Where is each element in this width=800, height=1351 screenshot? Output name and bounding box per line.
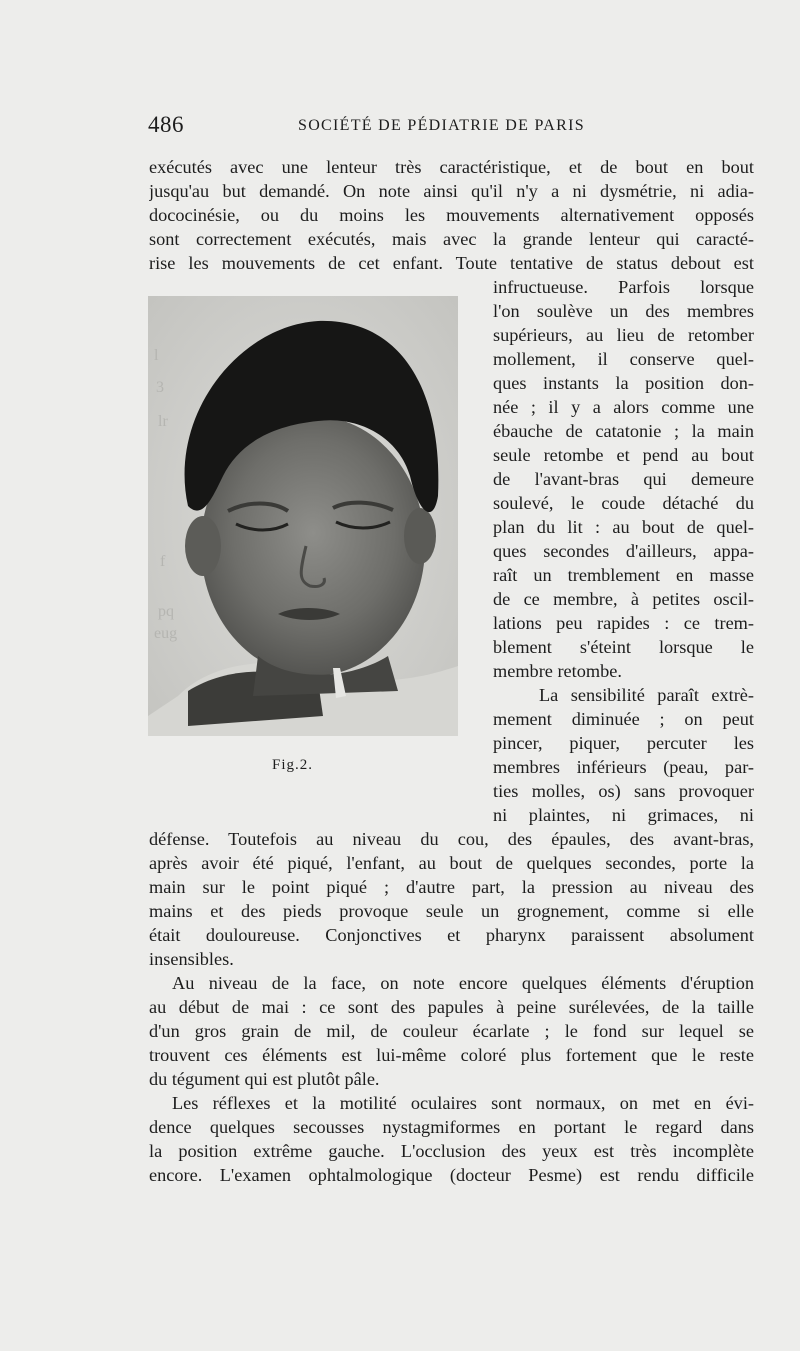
body-line: main sur le point piqué ; d'autre part, la pression au niveau des <box>149 877 754 897</box>
body-line: l'on soulève un des membres <box>493 301 754 321</box>
body-line: Au niveau de la face, on note encore quelques éléments d'éruption <box>172 973 754 993</box>
body-line: ties molles, os) sans provoquer <box>493 781 754 801</box>
svg-text:f: f <box>160 553 166 570</box>
body-line: blement s'éteint lorsque le <box>493 637 754 657</box>
svg-text:eug: eug <box>154 625 178 642</box>
body-line: dence quelques secousses nystagmiformes en portant le regard dans <box>149 1117 754 1137</box>
svg-text:3: 3 <box>156 379 164 396</box>
running-title: SOCIÉTÉ DE PÉDIATRIE DE PARIS <box>298 117 585 134</box>
body-line: infructueuse. Parfois lorsque <box>493 277 754 297</box>
body-line: membres inférieurs (peau, par- <box>493 757 754 777</box>
body-line: soulevé, le coude détaché du <box>493 493 754 513</box>
body-line: dococinésie, ou du moins les mouvements alternativement opposés <box>149 205 754 225</box>
body-line: insensibles. <box>149 949 234 969</box>
body-line: de l'avant-bras qui demeure <box>493 469 754 489</box>
body-line: Les réflexes et la motilité oculaires sont normaux, on met en évi- <box>172 1093 754 1113</box>
body-line: mollement, il conserve quel- <box>493 349 754 369</box>
body-line: de ce membre, à petites oscil- <box>493 589 754 609</box>
body-line: supérieurs, au lieu de retomber <box>493 325 754 345</box>
body-line: d'un gros grain de mil, de couleur écarlate ; le fond sur lequel se <box>149 1021 754 1041</box>
body-line: du tégument qui est plutôt pâle. <box>149 1069 380 1089</box>
body-line: plan du lit : au bout de quel- <box>493 517 754 537</box>
body-line: au début de mai : ce sont des papules à peine surélevées, de la taille <box>149 997 754 1017</box>
body-line: après avoir été piqué, l'enfant, au bout de quelques secondes, porte la <box>149 853 754 873</box>
body-line: la position extrême gauche. L'occlusion des yeux est très incomplète <box>149 1141 754 1161</box>
page-header <box>148 112 760 142</box>
body-line: mains et des pieds provoque seule un grognement, comme si elle <box>149 901 754 921</box>
body-line: seule retombe et pend au bout <box>493 445 754 465</box>
body-line: raît un tremblement en masse <box>493 565 754 585</box>
body-line: jusqu'au but demandé. On note ainsi qu'il n'y a ni dysmétrie, ni adia- <box>149 181 754 201</box>
body-line: ni plaintes, ni grimaces, ni <box>493 805 754 825</box>
body-line: défense. Toutefois au niveau du cou, des épaules, des avant-bras, <box>149 829 754 849</box>
body-line: exécutés avec une lenteur très caractéristique, et de bout en bout <box>149 157 754 177</box>
body-line: lations peu rapides : ce trem- <box>493 613 754 633</box>
body-line: encore. L'examen ophtalmologique (docteur Pesme) est rendu difficile <box>149 1165 754 1185</box>
svg-text:pq: pq <box>158 603 174 620</box>
body-line: pincer, piquer, percuter les <box>493 733 754 753</box>
body-line: née ; il y a alors comme une <box>493 397 754 417</box>
body-line: trouvent ces éléments est lui-même coloré plus fortement que le reste <box>149 1045 754 1065</box>
body-line: ébauche de catatonie ; la main <box>493 421 754 441</box>
body-line: ques secondes d'ailleurs, appa- <box>493 541 754 561</box>
body-line: était douloureuse. Conjonctives et pharynx paraissent absolument <box>149 925 754 945</box>
body-line: sont correctement exécutés, mais avec la grande lenteur qui caracté- <box>149 229 754 249</box>
body-line: rise les mouvements de cet enfant. Toute tentative de status debout est <box>149 253 754 273</box>
figure-caption: Fig.2. <box>272 757 314 773</box>
child-portrait-image <box>148 296 458 736</box>
svg-text:lr: lr <box>158 413 168 430</box>
page-number: 486 <box>148 112 184 137</box>
svg-text:l: l <box>154 347 159 364</box>
body-line: membre retombe. <box>493 661 622 681</box>
body-line: La sensibilité paraît extrè- <box>539 685 754 705</box>
figure-photograph <box>148 296 458 736</box>
body-line: ques instants la position don- <box>493 373 754 393</box>
body-line: mement diminuée ; on peut <box>493 709 754 729</box>
